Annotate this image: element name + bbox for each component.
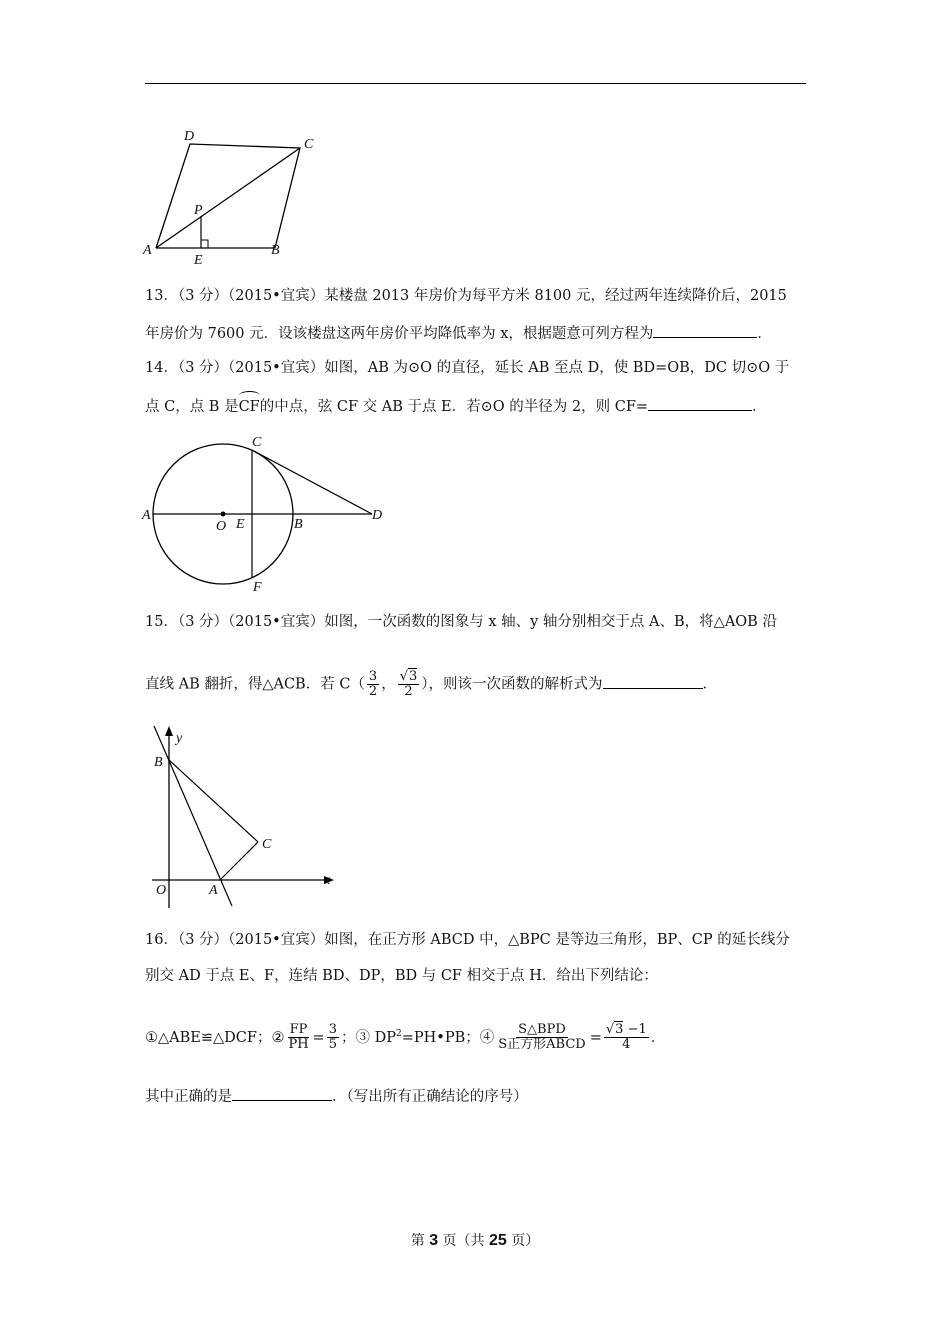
q14-end: ． bbox=[752, 399, 767, 415]
label-O: O bbox=[156, 883, 167, 898]
label-E: E bbox=[194, 253, 203, 268]
page-total: 25 bbox=[489, 1232, 507, 1249]
label-D: D bbox=[184, 129, 195, 144]
conclusion-3b: =PH•PB；④ bbox=[401, 1029, 495, 1046]
label-F: F bbox=[253, 580, 262, 595]
right-angle-mark bbox=[201, 240, 208, 248]
footer-post: 页） bbox=[506, 1233, 540, 1249]
label-B: B bbox=[271, 243, 280, 258]
figure-parallelogram bbox=[140, 128, 330, 268]
label-D: D bbox=[372, 508, 383, 523]
fraction-fp-ph bbox=[286, 1023, 310, 1052]
label-B: B bbox=[294, 517, 303, 532]
q16-conclusions bbox=[145, 1014, 665, 1058]
q14-answer-blank[interactable] bbox=[648, 396, 752, 411]
label-y: y bbox=[176, 731, 183, 746]
fraction-cx-num: 3 bbox=[368, 669, 378, 684]
center-dot bbox=[221, 512, 226, 517]
fraction-sqrt3-den: 4 bbox=[622, 1037, 631, 1053]
label-P: P bbox=[194, 203, 203, 218]
footer-pre: 第 bbox=[410, 1233, 430, 1249]
label-x: x bbox=[324, 873, 331, 888]
fraction-cx bbox=[367, 670, 379, 699]
q14-text-post: 的中点，弦 CF 交 AB 于点 E．若⊙O 的半径为 2，则 CF= bbox=[259, 399, 649, 415]
figure-coordinate bbox=[140, 722, 340, 914]
tangent-cd bbox=[252, 450, 372, 514]
q15-line1: 15．（3 分）（2015•宜宾）如图，一次函数的图象与 x 轴、y 轴分别相交于点 A、B，将△AOB 沿 bbox=[145, 614, 777, 630]
q14-line1: 14．（3 分）（2015•宜宾）如图，AB 为⊙O 的直径，延长 AB 至点 D，使 BD=OB，DC 切⊙O 于 bbox=[145, 360, 790, 376]
q15-text-post: ），则该一次函数的解析式为 bbox=[421, 676, 603, 693]
q15-text-pre: 直线 AB 翻折，得△ACB．若 C（ bbox=[145, 676, 365, 693]
y-axis-arrow bbox=[165, 726, 173, 736]
footer-mid: 页（共 bbox=[438, 1233, 489, 1249]
fraction-sqrt3 bbox=[604, 1023, 649, 1052]
q15-end: ． bbox=[702, 676, 718, 693]
conclusion-1: ①△ABE≌△DCF；② bbox=[145, 1029, 285, 1046]
fraction-3-5 bbox=[327, 1023, 339, 1052]
label-A: A bbox=[143, 243, 152, 258]
fraction-cy-num: √3 bbox=[399, 669, 418, 684]
q16-line1: 16．（3 分）（2015•宜宾）如图，在正方形 ABCD 中，△BPC 是等边三角形，BP、CP 的延长线分 bbox=[145, 932, 790, 948]
label-O: O bbox=[216, 519, 227, 534]
fraction-3-5-num: 3 bbox=[328, 1022, 337, 1038]
equals-sign-2: = bbox=[589, 1029, 602, 1046]
label-A: A bbox=[142, 508, 151, 523]
fraction-cy bbox=[398, 670, 420, 699]
q16-line2: 别交 AD 于点 E、F，连结 BD、DP，BD 与 CF 相交于点 H．给出下列结论： bbox=[145, 968, 658, 984]
page-footer bbox=[0, 1230, 950, 1250]
figure-circle bbox=[140, 430, 400, 598]
q16-line4 bbox=[145, 1086, 528, 1107]
fraction-3-5-den: 5 bbox=[328, 1037, 337, 1053]
q15-comma: ， bbox=[381, 676, 396, 693]
equals-sign: = bbox=[312, 1029, 325, 1046]
fraction-sqrt3-num: √3 −1 bbox=[605, 1022, 647, 1038]
q16-answer-note: ．（写出所有正确结论的序号） bbox=[332, 1089, 528, 1105]
q13-end: ． bbox=[757, 326, 772, 342]
label-E: E bbox=[236, 517, 245, 532]
fraction-fp-ph-den: PH bbox=[288, 1037, 309, 1053]
q15-line2 bbox=[145, 670, 717, 699]
q16-answer-blank[interactable] bbox=[232, 1086, 332, 1101]
q14-text-pre: 点 C，点 B 是 bbox=[145, 399, 239, 415]
segment-ca bbox=[220, 842, 258, 880]
label-C: C bbox=[252, 435, 262, 450]
fraction-cy-den: 2 bbox=[404, 684, 413, 699]
q16-dot: ． bbox=[650, 1029, 666, 1046]
q14-line2 bbox=[145, 396, 767, 417]
conclusion-3: ；③ DP bbox=[340, 1029, 396, 1046]
fraction-area-ratio bbox=[496, 1023, 587, 1052]
q15-answer-blank[interactable] bbox=[603, 674, 703, 689]
label-B: B bbox=[154, 755, 163, 770]
header-rule bbox=[145, 83, 806, 84]
q16-answer-prompt: 其中正确的是 bbox=[145, 1089, 232, 1105]
q13-line1: 13．（3 分）（2015•宜宾）某楼盘 2013 年房价为每平方米 8100 元，经过两年连续降价后，2015 bbox=[145, 288, 787, 304]
q13-text: 年房价为 7600 元．设该楼盘这两年房价平均降低率为 x，根据题意可列方程为 bbox=[145, 326, 654, 342]
superscript-2: 2 bbox=[395, 1029, 402, 1039]
fraction-cx-den: 2 bbox=[368, 684, 378, 699]
label-A: A bbox=[209, 883, 218, 898]
fraction-area-num: S△BPD bbox=[518, 1022, 566, 1038]
segment-bc bbox=[169, 760, 258, 842]
fraction-fp-ph-num: FP bbox=[289, 1022, 308, 1038]
fraction-area-den: S正方形ABCD bbox=[498, 1037, 586, 1053]
label-C: C bbox=[262, 837, 272, 852]
q13-line2 bbox=[145, 323, 772, 344]
q13-answer-blank[interactable] bbox=[653, 323, 757, 338]
label-C: C bbox=[304, 137, 314, 152]
arc-cf: CF bbox=[238, 399, 260, 415]
page-number: 3 bbox=[429, 1232, 439, 1249]
